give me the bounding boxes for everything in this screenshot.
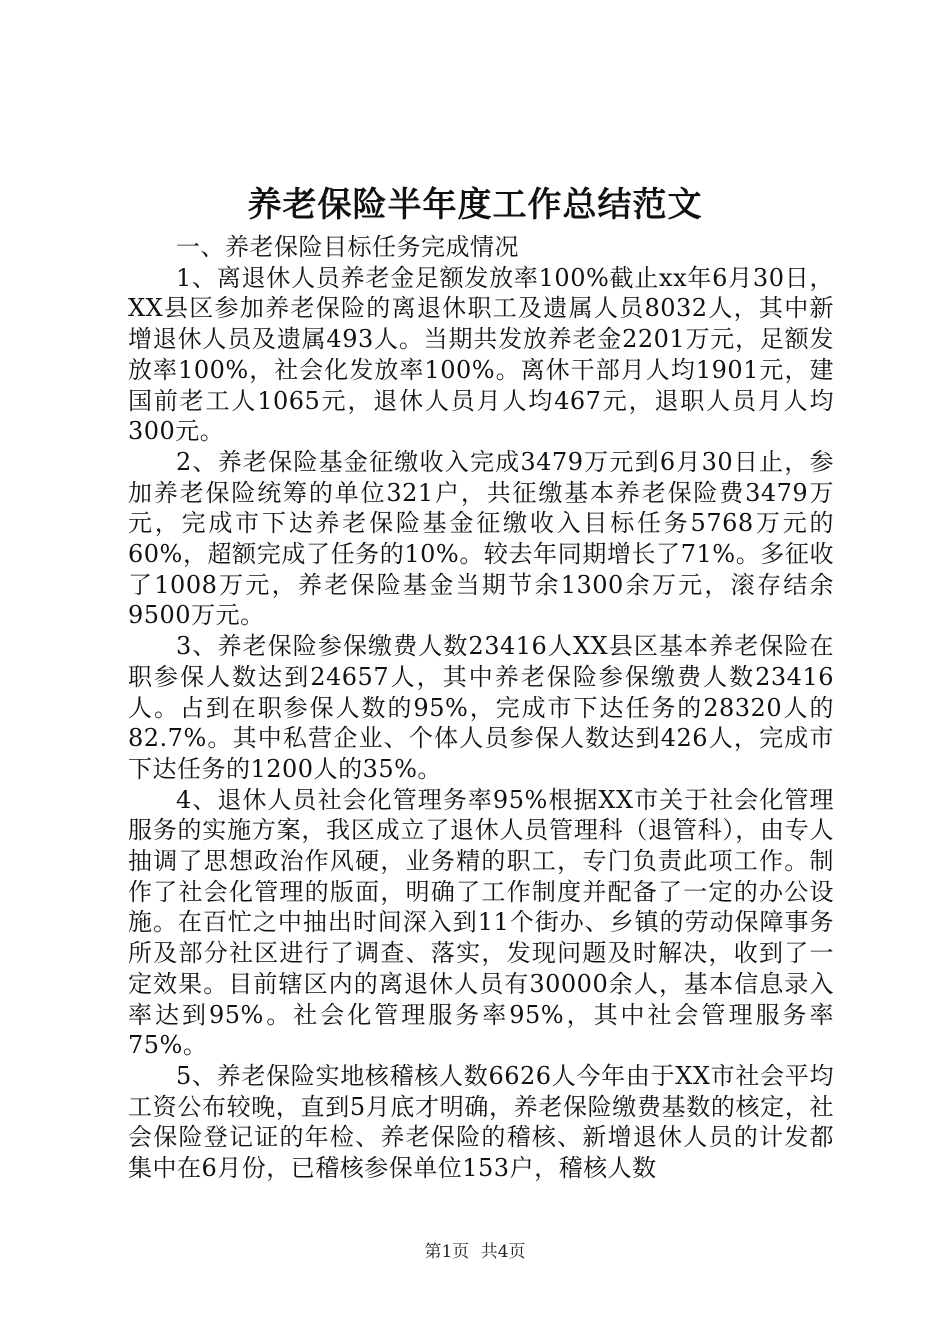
paragraph-2: 2、养老保险基金征缴收入完成3479万元到6月30日止，参加养老保险统筹的单位321户，共征缴基本养老保险费3479万元，完成市下达养老保险基金征缴收入目标任务5768万元的60%，超额完成了任务的10%。较去年同期增长了71%。多征收了1008万元，养老保险基金当期节余1300余万元，滚存结余9500万元。 bbox=[128, 447, 834, 630]
page-total: 共4页 bbox=[480, 1242, 526, 1262]
paragraph-3: 3、养老保险参保缴费人数23416人XX县区基本养老保险在职参保人数达到24657人，其中养老保险参保缴费人数23416人。占到在职参保人数的95%，完成市下达任务的28320人的82.7%。其中私营企业、个体人员参保人数达到426人，完成市下达任务的1200人的35%。 bbox=[128, 632, 834, 783]
paragraph-5: 5、养老保险实地核稽核人数6626人今年由于XX市社会平均工资公布较晚，直到5月底才明确，养老保险缴费基数的核定，社会保险登记证的年检、养老保险的稽核、新增退休人员的计发都集中在6月份，已稽核参保单位153户，稽核人数 bbox=[128, 1061, 834, 1183]
document-body bbox=[128, 232, 834, 1184]
paragraph-1: 1、离退休人员养老金足额发放率100%截止xx年6月30日，XX县区参加养老保险的离退休职工及遗属人员8032人，其中新增退休人员及遗属493人。当期共发放养老金2201万元，足额发放率100%，社会化发放率100%。离休干部月人均1901元，建国前老工人1065元，退休人员月人均467元，退职人员月人均300元。 bbox=[128, 263, 834, 446]
page-footer bbox=[0, 1240, 950, 1264]
paragraph-4: 4、退休人员社会化管理务率95%根据XX市关于社会化管理服务的实施方案，我区成立了退休人员管理科（退管科），由专人抽调了思想政治作风硬，业务精的职工，专门负责此项工作。制作了社会化管理的版面，明确了工作制度并配备了一定的办公设施。在百忙之中抽出时间深入到11个街办、乡镇的劳动保障事务所及部分社区进行了调查、落实，发现问题及时解决，收到了一定效果。目前辖区内的离退休人员有30000余人，基本信息录入率达到95%。社会化管理服务率95%，其中社会管理服务率75%。 bbox=[128, 785, 834, 1060]
section-heading: 一、养老保险目标任务完成情况 bbox=[176, 233, 519, 261]
document-title: 养老保险半年度工作总结范文 bbox=[247, 185, 703, 225]
page-number: 第1页 bbox=[424, 1242, 470, 1262]
